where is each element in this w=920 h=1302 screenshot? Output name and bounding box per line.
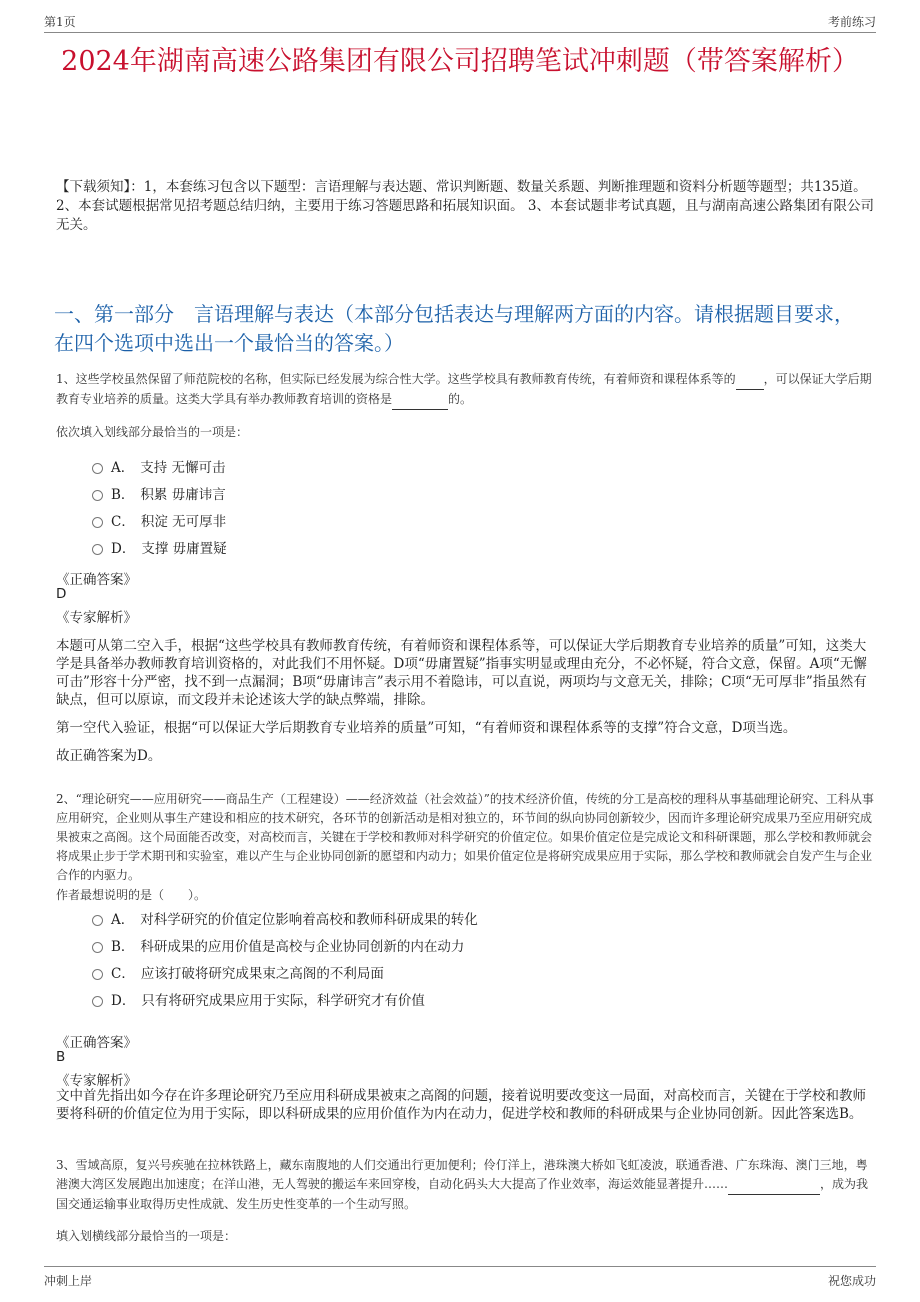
blank-1 bbox=[736, 370, 764, 390]
footer-right: 祝您成功 bbox=[827, 1274, 876, 1288]
question-2-stem: 2、“理论研究——应用研究——商品生产（工程建设）——经济效益（社会效益）”的技术经济价值，传统的分工是高校的理科从事基础理论研究、工科从事应用研究，企业则从事生产建设和相应的技术研究，各环节的创新活动是相对独立的，环节间的纵向协同创新较少，因而许多理论研究成果乃至应用研究成果被束之高阁。这个局面能否改变，对高校而言，关键在于学校和教师对科学研究的价值定位。如果价值定位是完成论文和科研课题，那么学校和教师就会将成果止步于学术期刊和实验室，难以产生与企业协同创新的愿望和内动力；如果价值定位是将研究成果应用于实际，那么学校和教师就会自发产生与企业合作的内驱力。 bbox=[56, 792, 874, 882]
option-c[interactable]: C． 积淀 无可厚非 bbox=[92, 506, 860, 533]
question-2-analysis: 文中首先指出如今存在许多理论研究乃至应用科研成果被束之高阁的问题，接着说明要改变这一局面，对高校而言，关键在于学校和教师要将科研的价值定位为用于实际，即以科研成果的应用价值作为内在动力，促进学校和教师的科研成果与企业协同创新。因此答案选B。 bbox=[56, 1088, 866, 1122]
option-a[interactable]: A． 支持 无懈可击 bbox=[92, 452, 860, 479]
option-d[interactable]: D． 支撑 毋庸置疑 bbox=[92, 533, 860, 560]
question-2-prompt: 作者最想说明的是（ ）。 bbox=[56, 888, 207, 902]
page-number: 第1页 bbox=[44, 15, 76, 29]
radio-icon[interactable] bbox=[92, 544, 103, 555]
footer-left: 冲刺上岸 bbox=[44, 1274, 93, 1288]
radio-icon[interactable] bbox=[92, 915, 103, 926]
question-1-options bbox=[92, 452, 860, 560]
question-2-options bbox=[92, 904, 860, 1012]
option-c[interactable]: C． 应该打破将研究成果束之高阁的不利局面 bbox=[92, 958, 860, 985]
question-1-prompt: 依次填入划线部分最恰当的一项是： bbox=[56, 425, 249, 439]
radio-icon[interactable] bbox=[92, 996, 103, 1007]
document-title: 2024年湖南高速公路集团有限公司招聘笔试冲刺题（带答案解析） bbox=[61, 46, 859, 77]
analysis-paragraph: 故正确答案为D。 bbox=[56, 748, 162, 764]
section-heading: 一、第一部分 言语理解与表达（本部分包括表达与理解两方面的内容。请根据题目要求，在四个选项中选出一个最恰当的答案。） bbox=[54, 302, 854, 355]
analysis-paragraph: 本题可从第二空入手，根据“这些学校具有教师教育传统，有着师资和课程体系等，可以保证大学后期教育专业培养的质量”可知，这类大学是具备举办教师教育培训资格的，对此我们不用怀疑。D项“毋庸置疑”指事实明显或理由充分，不必怀疑，符合文意，保留。A项“无懈可击”形容十分严密，找不到一点漏洞；B项“毋庸讳言”表示用不着隐讳，可以直说，两项均与文意无关，排除；C项“无可厚非”指虽然有缺点，但可以原谅，而文段并未论述该大学的缺点弊端，排除。 bbox=[56, 638, 867, 708]
page-footer bbox=[44, 1266, 876, 1297]
download-notice: 【下载须知】：1，本套练习包含以下题型：言语理解与表达题、常识判断题、数量关系题、判断推理题和资料分析题等题型；共135道。 2、本套试题根据常见招考题总结归纳，主要用于练习答题思路和拓展知识面。 3、本套试题非考试真题，且与湖南高速公路集团有限公司无关。 bbox=[56, 179, 874, 233]
option-b[interactable]: B． 科研成果的应用价值是高校与企业协同创新的内在动力 bbox=[92, 931, 860, 958]
question-1-answer: D bbox=[56, 586, 67, 602]
expert-analysis-label: 《专家解析》 bbox=[56, 610, 137, 626]
expert-analysis-label: 《专家解析》 bbox=[56, 1073, 137, 1089]
question-3-stem: 3、雪域高原，复兴号疾驰在拉林铁路上，藏东南腹地的人们交通出行更加便利；伶仃洋上，港珠澳大桥如飞虹凌波，联通香港、广东珠海、澳门三地，粤港澳大湾区发展跑出加速度；在洋山港，无人驾驶的搬运车来回穿梭，自动化码头大大提高了作业效率，海运效能显著提升…… ，成为我国交通运输事业取得历史性成就、发生历史性变革的一个生动写照。 bbox=[56, 1158, 869, 1211]
correct-answer-label: 《正确答案》 bbox=[56, 572, 137, 588]
radio-icon[interactable] bbox=[92, 517, 103, 528]
question-1-analysis bbox=[56, 637, 874, 775]
radio-icon[interactable] bbox=[92, 942, 103, 953]
option-a[interactable]: A． 对科学研究的价值定位影响着高校和教师科研成果的转化 bbox=[92, 904, 860, 931]
blank bbox=[728, 1175, 820, 1195]
radio-icon[interactable] bbox=[92, 463, 103, 474]
header-tag: 考前练习 bbox=[827, 15, 876, 29]
option-d[interactable]: D． 只有将研究成果应用于实际，科学研究才有价值 bbox=[92, 985, 860, 1012]
correct-answer-label: 《正确答案》 bbox=[56, 1035, 137, 1051]
option-b[interactable]: B． 积累 毋庸讳言 bbox=[92, 479, 860, 506]
blank-2 bbox=[392, 390, 448, 410]
question-2-answer: B bbox=[56, 1049, 66, 1065]
radio-icon[interactable] bbox=[92, 969, 103, 980]
question-3-prompt: 填入划横线部分最恰当的一项是： bbox=[56, 1229, 237, 1243]
question-1-stem: 1、这些学校虽然保留了师范院校的名称，但实际已经发展为综合性大学。这些学校具有教师教育传统，有着师资和课程体系等的 ，可以保证大学后期教育专业培养的质量。这类大学具有举办教师教育培训的资格是 的。 bbox=[56, 370, 874, 410]
radio-icon[interactable] bbox=[92, 490, 103, 501]
analysis-paragraph: 第一空代入验证，根据“可以保证大学后期教育专业培养的质量”可知，“有着师资和课程体系等的支撑”符合文意，D项当选。 bbox=[56, 720, 797, 736]
page-header bbox=[44, 10, 876, 33]
